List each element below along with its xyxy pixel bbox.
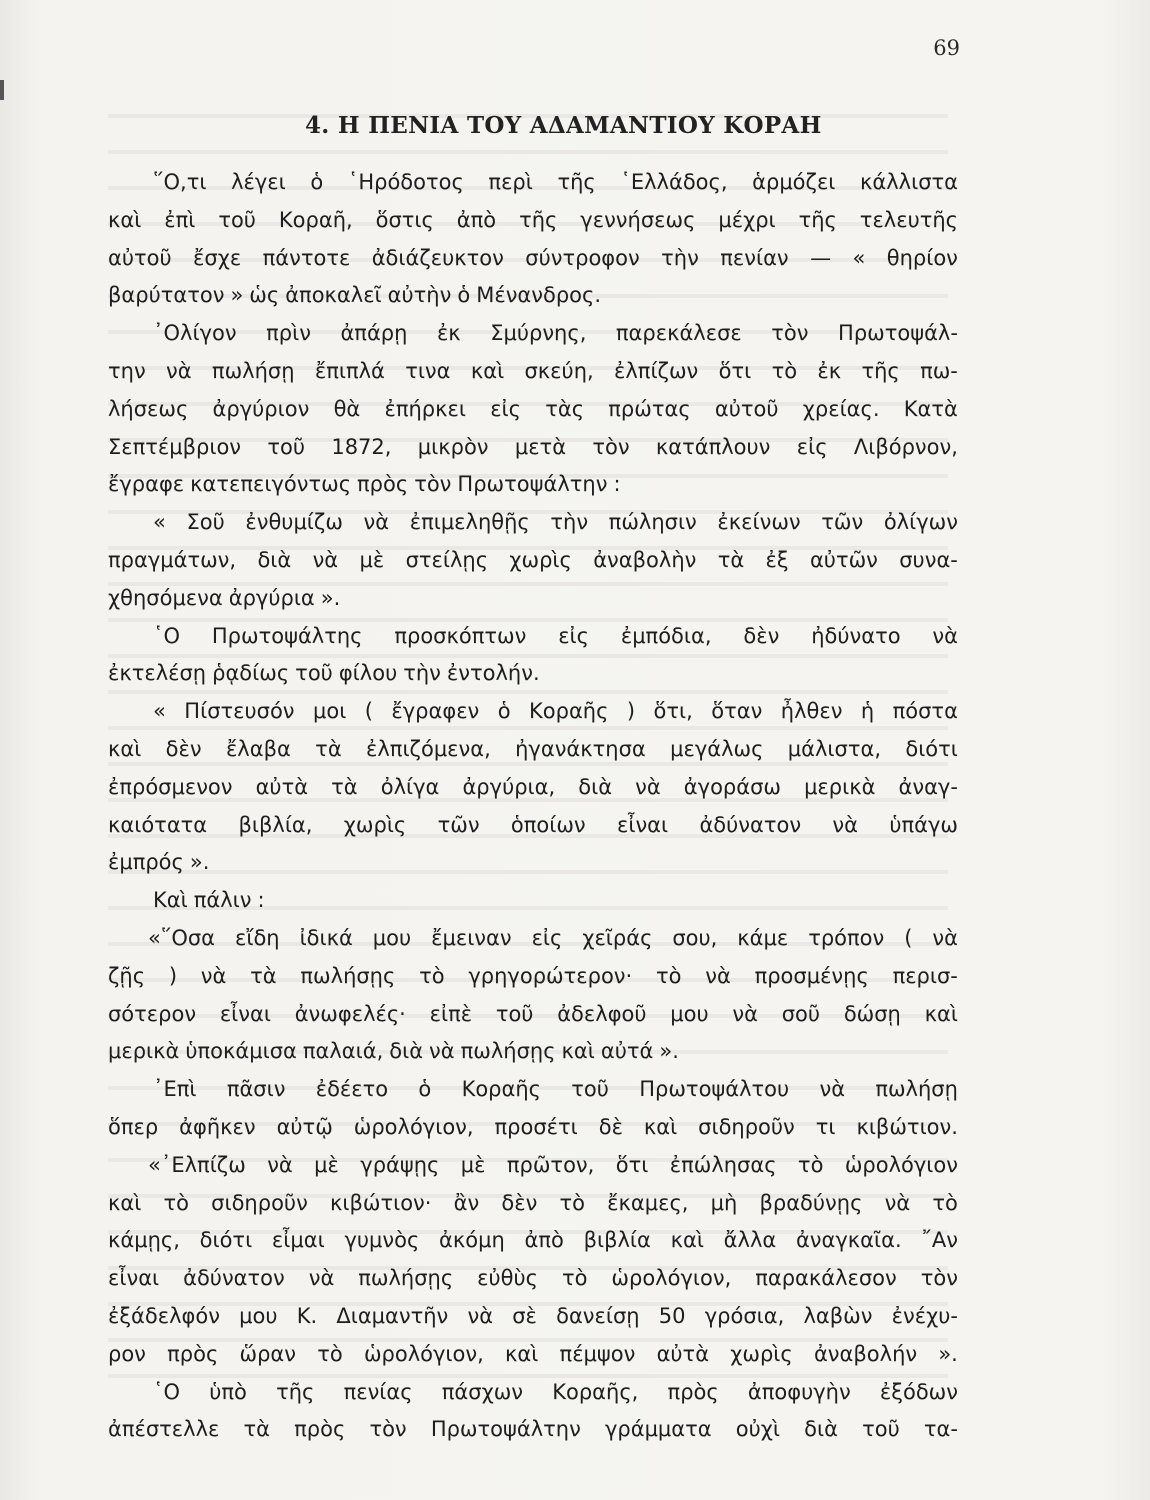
text-line: ῾Ο Πρωτοψάλτης προσκόπτων εἰς ἐμπόδια, δὲν ἠδύνατο νὰ [153, 623, 958, 648]
text-line: πραγμάτων, διὰ νὰ μὲ στείλῃς χωρὶς ἀναβολὴν τὰ ἐξ αὐτῶν συνα- [108, 547, 958, 572]
text-line: ῞Ο,τι λέγει ὁ ῾Ηρόδοτος περὶ τῆς ῾Ελλάδος, ἁρμόζει κάλλιστα [153, 170, 958, 194]
text-line: χθησόμενα ἀργύρια ». [108, 585, 341, 610]
text-line: ἐκτελέσῃ ῥᾳδίως τοῦ φίλου τὴν ἐντολήν. [108, 661, 540, 686]
text-line: καὶ ἐπὶ τοῦ Κοραῆ, ὅστις ἀπὸ τῆς γεννήσεως μέχρι τῆς τελευτῆς [108, 207, 958, 232]
text-line: ἔγραφε κατεπειγόντως πρὸς τὸν Πρωτοψάλτην : [108, 472, 621, 497]
text-line: ὅπερ ἀφῆκεν αὐτῷ ὡρολόγιον, προσέτι δὲ καὶ σιδηροῦν τι κιβώτιον. [108, 1114, 958, 1139]
text-line: ᾿Ολίγον πρὶν ἀπάρῃ ἐκ Σμύρνης, παρεκάλεσε τὸν Πρωτοψάλ- [153, 321, 958, 346]
text-line: ἐμπρός ». [108, 850, 210, 875]
text-line: ῾Ο ὑπὸ τῆς πενίας πάσχων Κοραῆς, πρὸς ἀποφυγὴν ἐξόδων [153, 1379, 958, 1404]
text-line: ζῇς ) νὰ τὰ πωλήσῃς τὸ γρηγορώτερον· τὸ νὰ προσμένῃς περισ- [108, 963, 958, 988]
text-line: κάμῃς, διότι εἶμαι γυμνὸς ἀκόμη ἀπὸ βιβλία καὶ ἄλλα ἀναγκαῖα. ῎Αν [108, 1228, 958, 1253]
text-line: την νὰ πωλήσῃ ἔπιπλά τινα καὶ σκεύη, ἐλπίζων ὅτι τὸ ἐκ τῆς πω- [108, 358, 958, 383]
text-line: «῞Οσα εἴδη ἰδικά μου ἔμειναν εἰς χεῖράς σου, κάμε τρόπον ( νὰ [148, 925, 958, 950]
text-line: ἀπέστελλε τὰ πρὸς τὸν Πρωτοψάλτην γράμματα οὐχὶ διὰ τοῦ τα- [108, 1417, 958, 1442]
text-line: ρον πρὸς ὥραν τὸ ὡρολόγιον, καὶ πέμψον αὐτὰ χωρὶς ἀναβολήν ». [108, 1341, 958, 1366]
body-text [108, 164, 958, 1449]
text-line: ἐπρόσμενον αὐτὰ τὰ ὀλίγα ἀργύρια, διὰ νὰ ἀγοράσω μερικὰ ἀναγ- [108, 774, 958, 799]
text-line: « Σοῦ ἐνθυμίζω νὰ ἐπιμεληθῇς τὴν πώλησιν ἐκείνων τῶν ὀλίγων [153, 510, 958, 535]
text-line: « Πίστευσόν μοι ( ἔγραφεν ὁ Κοραῆς ) ὅτι, ὅταν ἦλθεν ἡ πόστα [153, 699, 958, 724]
text-line: καὶ δὲν ἔλαβα τὰ ἐλπιζόμενα, ἠγανάκτησα μεγάλως μάλιστα, διότι [108, 736, 958, 761]
text-line: μερικὰ ὑποκάμισα παλαιά, διὰ νὰ πωλήσῃς καὶ αὐτά ». [108, 1039, 679, 1064]
scan-edge-mark [0, 80, 4, 100]
text-line: σότερον εἶναι ἀνωφελές· εἰπὲ τοῦ ἀδελφοῦ μου νὰ σοῦ δώσῃ καὶ [108, 1001, 958, 1026]
text-line: ἐξάδελφόν μου Κ. Διαμαντῆν νὰ σὲ δανείσῃ 50 γρόσια, λαβὼν ἐνέχυ- [108, 1303, 958, 1328]
text-line: Σεπτέμβριον τοῦ 1872, μικρὸν μετὰ τὸν κατάπλουν εἰς Λιβόρνον, [108, 434, 958, 459]
text-line: καὶ τὸ σιδηροῦν κιβώτιον· ἂν δὲν τὸ ἔκαμες, μὴ βραδύνῃς νὰ τὸ [108, 1190, 958, 1215]
text-line: καιότατα βιβλία, χωρὶς τῶν ὁποίων εἶναι ἀδύνατον νὰ ὑπάγω [108, 812, 958, 837]
text-line: βαρύτατον » ὡς ἀποκαλεῖ αὐτὴν ὁ Μένανδρος. [108, 283, 602, 308]
chapter-title: 4. Η ΠΕΝΙΑ ΤΟΥ ΑΔΑΜΑΝΤΙΟΥ ΚΟΡΑΗ [305, 112, 822, 139]
text-line: λήσεως ἀργύριον θὰ ἐπήρκει εἰς τὰς πρώτας αὐτοῦ χρείας. Κατὰ [108, 396, 958, 421]
text-line: αὐτοῦ ἔσχε πάντοτε ἀδιάζευκτον σύντροφον τὴν πενίαν — « θηρίον [108, 245, 958, 270]
text-line: εἶναι ἀδύνατον νὰ πωλήσῃς εὐθὺς τὸ ὡρολόγιον, παρακάλεσον τὸν [108, 1266, 958, 1291]
text-line: Καὶ πάλιν : [153, 888, 265, 913]
page-number: 69 [933, 36, 960, 60]
text-line: ᾿Επὶ πᾶσιν ἐδέετο ὁ Κοραῆς τοῦ Πρωτοψάλτου νὰ πωλήσῃ [153, 1077, 958, 1102]
text-line: «᾿Ελπίζω νὰ μὲ γράψῃς μὲ πρῶτον, ὅτι ἐπώλησας τὸ ὡρολόγιον [148, 1152, 958, 1177]
